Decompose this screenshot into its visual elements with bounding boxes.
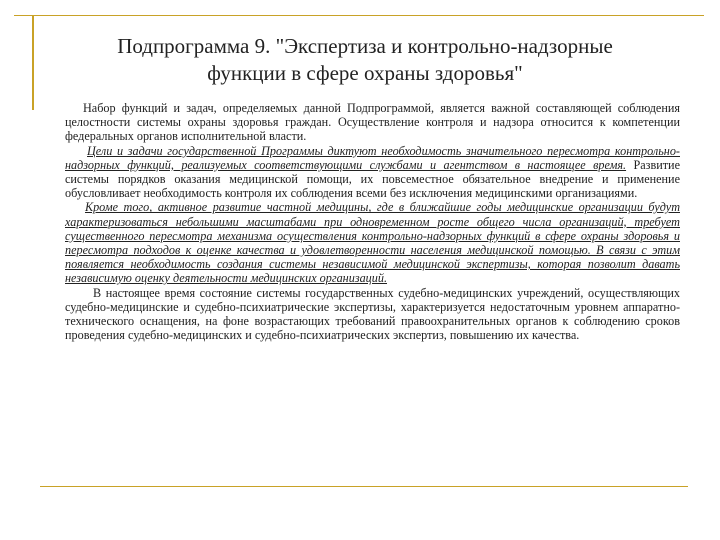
slide-body [65, 101, 680, 342]
paragraph-2 [65, 144, 680, 201]
paragraph-3 [65, 200, 680, 285]
slide-title-line-1: Подпрограмма 9. "Экспертиза и контрольно-надзорные [117, 34, 613, 58]
top-divider-line [14, 15, 704, 16]
paragraph-2-text: Развитие системы порядков оказания медицинской помощи, их повсеместное обязательное внедрение и применение обусловливает необходимость контроля их соблюдения всеми без исключения медицинскими организациями. [65, 157, 680, 201]
bottom-divider-line [40, 486, 688, 487]
paragraph-3-emphasis: Кроме того, активное развитие частной медицины, где в ближайшие годы медицинские организации будут характеризоваться небольшими масштабами при одновременном росте общего числа организаций, требует существенного пересмотра механизма осуществления контрольно-надзорных функций в сфере охраны здоровья и пересмотра подходов к оценке качества и удовлетворенности населения медицинской помощью. В связи с этим появляется необходимость создания системы независимой медицинской экспертизы, которая позволит давать независимую оценку деятельности медицинских организаций. [65, 200, 680, 286]
paragraph-1: Набор функций и задач, определяемых данной Подпрограммой, является важной составляющей соблюдения целостности системы охраны здоровья граждан. Осуществление контроля и надзора относится к компетенции федеральных органов исполнительной власти. [65, 101, 680, 144]
slide-title-line-2: функции в сфере охраны здоровья" [207, 61, 523, 85]
slide-title [60, 33, 670, 87]
left-accent-line [32, 16, 34, 110]
paragraph-2-emphasis: Цели и задачи государственной Программы диктуют необходимость значительного пересмотра контрольно-надзорных функций, реализуемых соответствующими службами и агентством в настоящее время. [65, 143, 680, 172]
paragraph-4: В настоящее время состояние системы государственных судебно-медицинских учреждений, осуществляющих судебно-медицинские и судебно-психиатрические экспертизы, характеризуется недостаточным уровнем аппаратно-технического оснащения, на фоне возрастающих требований правоохранительных органов к соблюдению сроков проведения судебно-медицинских и судебно-психиатрических экспертиз, повышению их качества. [65, 285, 680, 343]
